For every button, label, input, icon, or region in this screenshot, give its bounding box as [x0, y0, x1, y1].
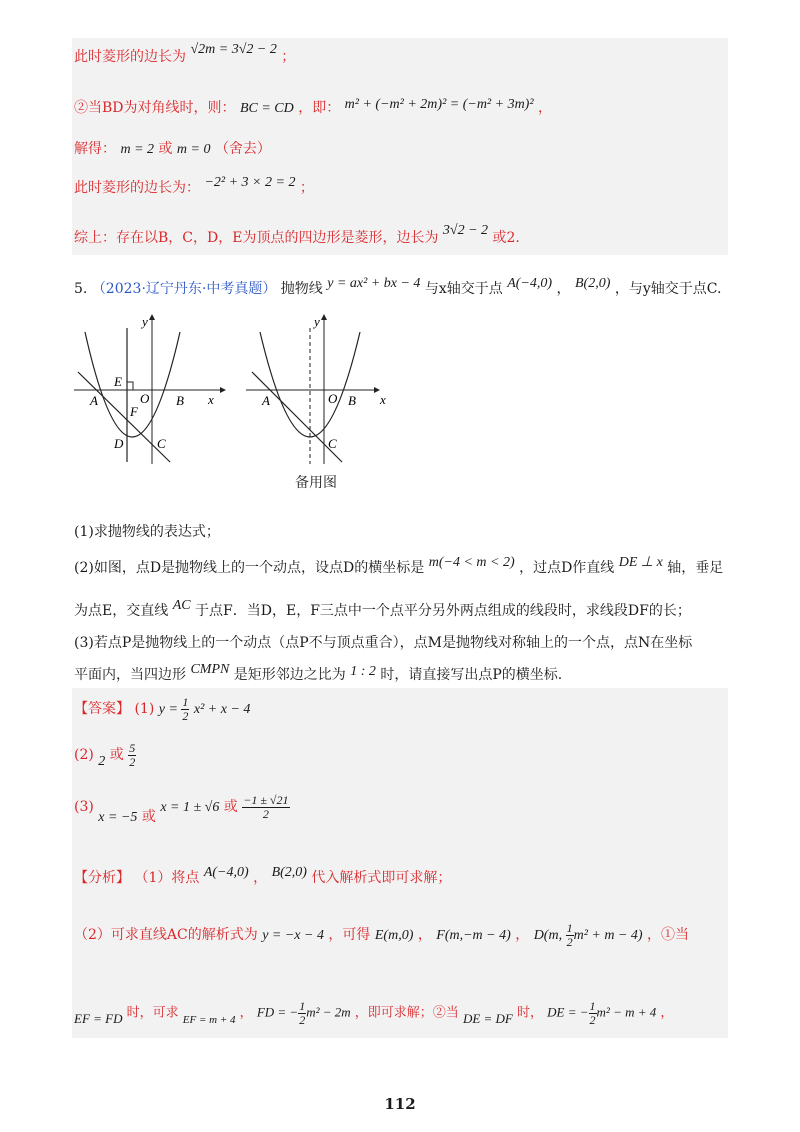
- label-o: O: [328, 391, 338, 406]
- formula: m² − 2m: [306, 1004, 351, 1020]
- formula: E(m,0): [374, 928, 414, 944]
- fraction: [242, 794, 289, 820]
- answer-part-label: (2): [74, 747, 94, 764]
- formula: m² + m − 4): [573, 928, 643, 944]
- formula: DE ⊥ x: [618, 555, 663, 570]
- punct: ，: [556, 281, 571, 297]
- label-o: O: [140, 391, 150, 406]
- formula: DE = DF: [462, 1010, 513, 1026]
- formula: m(−4 < m < 2): [428, 555, 515, 570]
- answer-3: [74, 793, 290, 826]
- fraction: [566, 922, 574, 948]
- text: 为点E，交直线: [74, 603, 169, 619]
- text: 或: [158, 141, 173, 157]
- formula: DE = −: [547, 1004, 589, 1020]
- text: ，过点D作直线: [519, 560, 615, 576]
- text: （1）将点: [134, 870, 200, 886]
- text: ，可得: [328, 927, 371, 944]
- text: (2)如图，点D是抛物线上的一个动点，设点D的横坐标是: [74, 560, 425, 576]
- text: 时，请直接写出点P的横坐标.: [380, 667, 563, 683]
- figure-caption: 备用图: [295, 475, 337, 491]
- label-y: y: [142, 314, 148, 329]
- y-axis-arrow: [321, 314, 327, 320]
- problem-source: （2023·辽宁丹东·中考真题）: [91, 281, 277, 297]
- denominator: 2: [262, 806, 269, 821]
- text: 抛物线: [280, 281, 323, 297]
- label-a: A: [262, 393, 270, 408]
- question-3-line-1: (3)若点P是抛物线上的一个动点（点P不与顶点重合），点M是抛物线对称轴上的一个点，点N在坐标: [74, 635, 693, 651]
- denominator: 2: [299, 1012, 306, 1027]
- text: ，与y轴交于点C.: [614, 281, 722, 297]
- formula: F(m,−m − 4): [436, 928, 511, 944]
- solution-line-5: [74, 223, 520, 247]
- label-a: A: [90, 393, 98, 408]
- solution-line-1: [74, 42, 296, 66]
- formula: m = 0: [176, 142, 211, 157]
- page-number: 112: [384, 1095, 416, 1113]
- fraction: [128, 742, 136, 768]
- denominator: 2: [589, 1012, 596, 1027]
- punct: ，: [253, 870, 268, 886]
- fraction: [181, 696, 189, 722]
- text: 平面内，当四边形: [74, 667, 186, 683]
- point-b: B(2,0): [574, 276, 611, 291]
- solution-line-4: [74, 177, 314, 197]
- question-3-line-2: [74, 664, 562, 684]
- punct: ，: [538, 100, 552, 116]
- formula: x = −5: [98, 810, 138, 826]
- formula: EF = m + 4: [182, 1013, 236, 1026]
- text: 此时菱形的边长为：: [74, 180, 200, 196]
- problem-number: 5.: [74, 281, 88, 297]
- label-b: B: [176, 393, 184, 408]
- label-c: C: [157, 436, 166, 451]
- text: 是矩形邻边之比为: [233, 667, 346, 683]
- text: 时，: [517, 1005, 544, 1021]
- formula: y = −x − 4: [262, 928, 324, 944]
- answer-panel: [72, 688, 728, 1038]
- analysis-line-3: [74, 1000, 673, 1026]
- denominator: 2: [566, 934, 573, 949]
- answer-tag: 【答案】: [74, 701, 130, 718]
- value: 2: [98, 754, 106, 770]
- text: 或: [141, 809, 156, 826]
- formula: m² − m + 4: [596, 1004, 657, 1020]
- formula: AC: [172, 598, 191, 613]
- label-c: C: [328, 436, 337, 451]
- numerator: 1: [589, 999, 596, 1013]
- label-b: B: [348, 393, 356, 408]
- punct: ；: [299, 180, 314, 196]
- question-2-line-1: [74, 557, 723, 577]
- numerator: 1: [566, 921, 573, 935]
- formula: x² + x − 4: [193, 702, 251, 718]
- text: （2）可求直线AC的解析式为: [74, 927, 258, 944]
- formula: √2m = 3√2 − 2: [190, 42, 277, 57]
- text: 代入解析式即可求解；: [311, 870, 452, 886]
- answer-1: [74, 696, 250, 722]
- text: 或: [109, 747, 124, 764]
- formula: B(2,0): [271, 865, 307, 880]
- answer-2: [74, 742, 136, 768]
- analysis-tag: 【分析】: [74, 870, 130, 886]
- formula: y = ax² + bx − 4: [327, 276, 421, 291]
- label-x: x: [208, 392, 214, 407]
- figure-main: [70, 312, 230, 472]
- text: 或2.: [492, 230, 520, 246]
- text: 解得：: [74, 141, 116, 157]
- solution-line-2: [74, 97, 552, 117]
- question-2-line-2: [74, 600, 691, 620]
- punct: ；: [281, 49, 296, 65]
- label-d: D: [114, 436, 124, 451]
- label-x: x: [380, 392, 386, 407]
- numerator: 1: [299, 999, 306, 1013]
- solution-line-3: [74, 138, 271, 158]
- formula: y =: [158, 702, 182, 718]
- label-y: y: [314, 314, 320, 329]
- figure-backup: [242, 312, 402, 472]
- fraction: [298, 1000, 306, 1026]
- x-axis-arrow: [220, 387, 226, 393]
- problem-header: [74, 278, 721, 298]
- numerator: 5: [129, 741, 136, 755]
- text: ②当BD为对角线时，则：: [74, 100, 236, 116]
- formula: m² + (−m² + 2m)² = (−m² + 3m)²: [344, 97, 534, 112]
- point-a: A(−4,0): [507, 276, 553, 291]
- numerator: −1 ± √21: [243, 793, 289, 807]
- text: ，即：: [298, 100, 341, 116]
- text: 此时菱形的边长为: [74, 49, 186, 65]
- analysis-line-2: [74, 922, 689, 948]
- analysis-line-1: [74, 867, 451, 887]
- formula: m = 2: [120, 142, 155, 157]
- right-angle-mark: [127, 382, 133, 390]
- formula: 3√2 − 2: [442, 223, 489, 238]
- label-f: F: [130, 404, 138, 419]
- formula: A(−4,0): [203, 865, 249, 880]
- y-axis-arrow: [149, 314, 155, 320]
- text: 综上：存在以B，C，D，E为顶点的四边形是菱形，边长为: [74, 230, 439, 246]
- question-1: (1)求抛物线的表达式；: [74, 524, 220, 540]
- text: 于点F．当D，E，F三点中一个点平分另外两点组成的线段时，求线段DF的长；: [195, 603, 691, 619]
- formula: FD = −: [256, 1004, 299, 1020]
- formula: D(m,: [533, 928, 566, 944]
- formula: CMPN: [190, 662, 230, 677]
- formula: EF = FD: [74, 1010, 123, 1026]
- punct: ，: [239, 1005, 253, 1021]
- numerator: 1: [182, 695, 189, 709]
- formula: x = 1 ± √6: [160, 800, 220, 816]
- formula: BC = CD: [239, 101, 294, 116]
- text: 与x轴交于点: [424, 281, 503, 297]
- text: （舍去）: [214, 141, 271, 157]
- text: ，即可求解；②当: [354, 1005, 459, 1021]
- text: 轴，垂足: [667, 560, 724, 576]
- formula: 1 : 2: [350, 664, 376, 679]
- formula: −2² + 3 × 2 = 2: [204, 175, 296, 190]
- punct: ，: [660, 1005, 674, 1021]
- answer-part-label: (1): [134, 701, 155, 718]
- denominator: 2: [129, 754, 136, 769]
- answer-part-label: (3): [74, 799, 94, 816]
- fraction: [589, 1000, 597, 1026]
- label-e: E: [114, 374, 122, 389]
- text: ，①当: [647, 927, 690, 944]
- punct: ，: [515, 927, 530, 944]
- text: 或: [223, 799, 238, 816]
- punct: ，: [417, 927, 432, 944]
- denominator: 2: [182, 708, 189, 723]
- text: 时，可求: [126, 1005, 179, 1021]
